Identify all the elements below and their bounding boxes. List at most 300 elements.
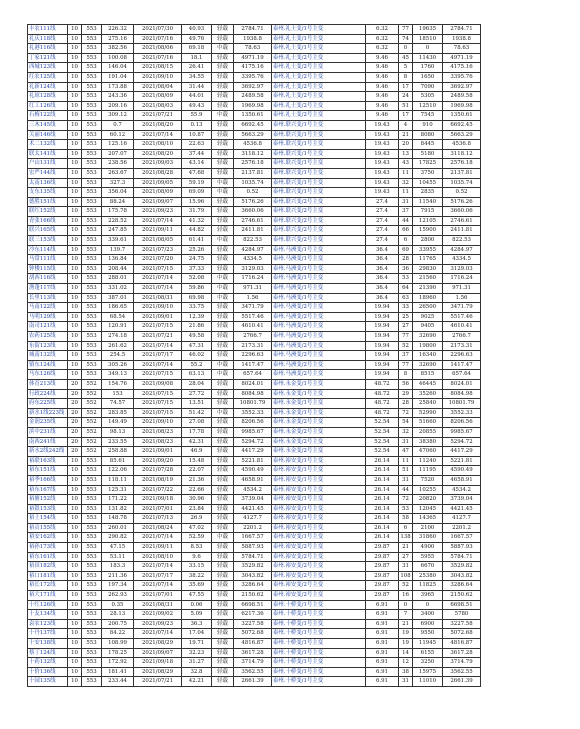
cell-line-name: 马东126线	[28, 370, 68, 380]
cell-value-b: 40.93	[182, 25, 212, 35]
cell-code: 553	[82, 264, 102, 274]
cell-substation: 泰州.联兴变/2号主变	[272, 226, 366, 236]
cell-date: 2021/08/10	[134, 140, 182, 150]
cell-code: 553	[82, 581, 102, 591]
cell-load-type: 中载	[212, 533, 234, 543]
cell-code: 553	[82, 130, 102, 140]
cell-voltage-level: 10	[68, 44, 82, 54]
table-row	[28, 120, 481, 130]
cell-seq: 53	[399, 504, 413, 514]
table-row	[28, 427, 481, 437]
cell-value-a: 175.78	[102, 207, 134, 217]
table-row	[28, 322, 481, 332]
cell-code: 553	[82, 245, 102, 255]
table-body	[28, 25, 481, 687]
cell-value-c: 3660.06	[234, 207, 272, 217]
cell-seq: 74	[399, 34, 413, 44]
cell-voltage-level: 10	[68, 485, 82, 495]
cell-value-a: 247.85	[102, 226, 134, 236]
cell-value-e: 1938.8	[443, 34, 481, 44]
cell-voltage-level: 20	[68, 427, 82, 437]
table-row	[28, 619, 481, 629]
table-row	[28, 543, 481, 553]
cell-value-a: 262.93	[102, 591, 134, 601]
table-row	[28, 255, 481, 265]
cell-voltage-level: 10	[68, 207, 82, 217]
cell-line-name: 十丹137线	[28, 629, 68, 639]
cell-load-type: 轻载	[212, 456, 234, 466]
cell-value-b: 8.53	[182, 543, 212, 553]
cell-value-d: 48.72	[366, 379, 399, 389]
cell-value-d: 48.72	[366, 389, 399, 399]
cell-code: 553	[82, 274, 102, 284]
cell-value-e: 4816.87	[443, 639, 481, 649]
cell-value-b: 31.27	[182, 658, 212, 668]
cell-voltage-level: 10	[68, 456, 82, 466]
cell-value-a: 258.88	[102, 447, 134, 457]
cell-value-c: 5517.46	[234, 312, 272, 322]
cell-load-type: 轻载	[212, 571, 234, 581]
cell-voltage-level: 10	[68, 600, 82, 610]
cell-date: 2021/08/15	[134, 63, 182, 73]
cell-seq: 31	[399, 197, 413, 207]
cell-value-b: 49.58	[182, 332, 212, 342]
cell-line-name: 青张166线	[28, 216, 68, 226]
cell-substation: 泰州.礼士变/2号主变	[272, 53, 366, 63]
cell-line-name: 三木145线	[28, 120, 68, 130]
cell-code-2: 31860	[413, 533, 443, 543]
cell-value-b: 26.41	[182, 63, 212, 73]
cell-value-e: 1716.24	[443, 274, 481, 284]
cell-load-type: 轻载	[212, 514, 234, 524]
cell-seq: 58	[399, 514, 413, 524]
table-row	[28, 341, 481, 351]
cell-value-a: 153	[102, 389, 134, 399]
cell-line-name: 红工126线	[28, 101, 68, 111]
cell-value-e: 822.53	[443, 236, 481, 246]
cell-value-a: 125.16	[102, 140, 134, 150]
cell-seq: 5	[399, 63, 413, 73]
cell-value-d: 9.46	[366, 63, 399, 73]
cell-value-b: 47.68	[182, 168, 212, 178]
cell-code: 553	[82, 44, 102, 54]
cell-value-e: 5176.26	[443, 197, 481, 207]
table-row	[28, 418, 481, 428]
cell-value-b: 24.75	[182, 255, 212, 265]
cell-code-2: 3750	[413, 168, 443, 178]
cell-date: 2021/07/14	[134, 360, 182, 370]
cell-load-type: 轻载	[212, 427, 234, 437]
cell-voltage-level: 10	[68, 264, 82, 274]
cell-seq: 31	[399, 562, 413, 572]
cell-value-a: 207.07	[102, 149, 134, 159]
cell-voltage-level: 20	[68, 418, 82, 428]
cell-value-e: 4971.19	[443, 53, 481, 63]
cell-value-c: 3692.97	[234, 82, 272, 92]
cell-date: 2021/08/10	[134, 552, 182, 562]
cell-value-b: 69.18	[182, 44, 212, 54]
cell-value-d: 19.94	[366, 370, 399, 380]
cell-value-d: 36.4	[366, 245, 399, 255]
cell-seq: 6	[399, 236, 413, 246]
cell-substation: 泰州.永金变/2号主变	[272, 427, 366, 437]
cell-seq: 64	[399, 284, 413, 294]
cell-code: 552	[82, 437, 102, 447]
cell-value-b: 22.07	[182, 466, 212, 476]
cell-value-c: 5221.81	[234, 456, 272, 466]
cell-seq: 54	[399, 418, 413, 428]
cell-voltage-level: 10	[68, 312, 82, 322]
cell-value-a: 226.32	[102, 25, 134, 35]
cell-value-d: 6.32	[366, 44, 399, 54]
table-row	[28, 533, 481, 543]
cell-value-b: 22.63	[182, 140, 212, 150]
cell-code: 553	[82, 236, 102, 246]
cell-value-c: 2489.58	[234, 92, 272, 102]
cell-load-type: 轻载	[212, 475, 234, 485]
cell-value-b: 44.01	[182, 92, 212, 102]
cell-value-e: 5784.71	[443, 552, 481, 562]
cell-value-a: 53.11	[102, 552, 134, 562]
cell-voltage-level: 10	[68, 25, 82, 35]
cell-value-a: 74.57	[102, 399, 134, 409]
cell-voltage-level: 10	[68, 370, 82, 380]
cell-seq: 32	[399, 427, 413, 437]
cell-voltage-level: 10	[68, 245, 82, 255]
cell-value-e: 3562.55	[443, 667, 481, 677]
cell-value-b: 25.26	[182, 245, 212, 255]
cell-value-c: 3043.82	[234, 571, 272, 581]
cell-date: 2021/07/15	[134, 389, 182, 399]
cell-code: 552	[82, 379, 102, 389]
cell-code: 553	[82, 543, 102, 553]
cell-value-d: 19.94	[366, 360, 399, 370]
cell-date: 2021/07/22	[134, 485, 182, 495]
table-row	[28, 552, 481, 562]
cell-code-2: 5180	[413, 149, 443, 159]
cell-value-c: 3286.64	[234, 581, 272, 591]
cell-value-e: 2746.61	[443, 216, 481, 226]
cell-code-2: 9550	[413, 629, 443, 639]
cell-value-d: 19.94	[366, 332, 399, 342]
cell-line-name: 礼新124线	[28, 82, 68, 92]
cell-value-e: 2766.7	[443, 332, 481, 342]
table-row	[28, 44, 481, 54]
cell-value-d: 36.4	[366, 293, 399, 303]
cell-value-d: 26.14	[366, 466, 399, 476]
table-row	[28, 82, 481, 92]
cell-date: 2021/08/09	[134, 92, 182, 102]
cell-code-2: 11540	[413, 197, 443, 207]
cell-value-d: 26.14	[366, 456, 399, 466]
cell-seq: 45	[399, 53, 413, 63]
cell-value-b: 30.96	[182, 495, 212, 505]
cell-seq: 31	[399, 677, 413, 687]
cell-line-name: 裕东161线	[28, 552, 68, 562]
cell-date: 2021/09/10	[134, 303, 182, 313]
cell-code-2: 5955	[413, 552, 443, 562]
cell-substation: 泰州.马洲变/2号主变	[272, 303, 366, 313]
cell-value-e: 4175.16	[443, 63, 481, 73]
cell-value-e: 1417.47	[443, 360, 481, 370]
cell-seq: 66	[399, 226, 413, 236]
cell-value-b: 37.44	[182, 149, 212, 159]
cell-value-d: 19.94	[366, 351, 399, 361]
cell-load-type: 中载	[212, 360, 234, 370]
cell-seq: 29	[399, 389, 413, 399]
cell-line-name: 十药132线	[28, 658, 68, 668]
cell-value-e: 4658.91	[443, 475, 481, 485]
cell-code-2: 11945	[413, 639, 443, 649]
cell-date: 2021/07/14	[134, 130, 182, 140]
cell-value-c: 5176.26	[234, 197, 272, 207]
cell-load-type: 中载	[212, 236, 234, 246]
cell-code-2: 9025	[413, 312, 443, 322]
cell-value-e: 1.56	[443, 293, 481, 303]
cell-value-c: 1.56	[234, 293, 272, 303]
cell-value-a: 200.75	[102, 619, 134, 629]
cell-line-name: 裕塘152线	[28, 495, 68, 505]
cell-line-name: 东街123线	[28, 341, 68, 351]
cell-value-e: 3471.79	[443, 303, 481, 313]
cell-code-2: 4900	[413, 543, 443, 553]
cell-value-a: 254.5	[102, 351, 134, 361]
cell-substation: 泰州.十桥变/1号主变	[272, 667, 366, 677]
cell-seq: 69	[399, 245, 413, 255]
cell-load-type: 中载	[212, 284, 234, 294]
cell-value-a: 68.54	[102, 312, 134, 322]
cell-substation: 泰州.联兴变/2号主变	[272, 197, 366, 207]
cell-line-name: 十园135线	[28, 677, 68, 687]
cell-value-e: 1035.74	[443, 178, 481, 188]
table-row	[28, 571, 481, 581]
cell-load-type: 轻载	[212, 658, 234, 668]
cell-value-e: 3227.58	[443, 619, 481, 629]
cell-value-a: 154.76	[102, 379, 134, 389]
cell-value-d: 27.4	[366, 197, 399, 207]
cell-value-e: 4417.29	[443, 447, 481, 457]
cell-code: 553	[82, 533, 102, 543]
cell-value-c: 3471.79	[234, 303, 272, 313]
cell-seq: 17	[399, 82, 413, 92]
cell-seq: 21	[399, 543, 413, 553]
cell-value-c: 0.52	[234, 188, 272, 198]
cell-value-e: 3714.79	[443, 658, 481, 668]
cell-code-2: 12105	[413, 216, 443, 226]
cell-date: 2021/07/01	[134, 591, 182, 601]
cell-load-type: 轻载	[212, 437, 234, 447]
cell-voltage-level: 10	[68, 34, 82, 44]
cell-seq: 7	[399, 610, 413, 620]
cell-value-b: 55.9	[182, 111, 212, 121]
cell-substation: 泰州.马洲变/2号主变	[272, 341, 366, 351]
cell-seq: 31	[399, 475, 413, 485]
cell-value-c: 4334.5	[234, 255, 272, 265]
cell-value-c: 3714.79	[234, 658, 272, 668]
table-row	[28, 495, 481, 505]
cell-date: 2021/08/05	[134, 236, 182, 246]
cell-value-d: 6.91	[366, 667, 399, 677]
cell-code-2: 15900	[413, 226, 443, 236]
cell-code-2: 3400	[413, 610, 443, 620]
cell-load-type: 轻载	[212, 101, 234, 111]
cell-voltage-level: 10	[68, 591, 82, 601]
cell-code: 553	[82, 485, 102, 495]
cell-value-b: 59.19	[182, 178, 212, 188]
cell-value-b: 31.79	[182, 207, 212, 217]
cell-value-a: 211.36	[102, 571, 134, 581]
cell-code: 553	[82, 322, 102, 332]
cell-voltage-level: 10	[68, 140, 82, 150]
cell-voltage-level: 10	[68, 495, 82, 505]
cell-date: 2021/08/23	[134, 427, 182, 437]
cell-code: 552	[82, 418, 102, 428]
cell-value-d: 29.87	[366, 543, 399, 553]
cell-code: 553	[82, 639, 102, 649]
cell-substation: 泰州.联兴变/1号主变	[272, 140, 366, 150]
cell-load-type: 轻载	[212, 255, 234, 265]
cell-value-c: 4417.29	[234, 447, 272, 457]
cell-voltage-level: 10	[68, 677, 82, 687]
cell-load-type: 轻载	[212, 25, 234, 35]
cell-load-type: 轻载	[212, 639, 234, 649]
table-row	[28, 312, 481, 322]
cell-voltage-level: 10	[68, 533, 82, 543]
cell-line-name: 新水2线242线	[28, 447, 68, 457]
table-row	[28, 399, 481, 409]
cell-value-b: 47.02	[182, 523, 212, 533]
cell-code-2: 32690	[413, 332, 443, 342]
cell-date: 2021/07/21	[134, 332, 182, 342]
cell-voltage-level: 20	[68, 447, 82, 457]
cell-value-c: 1938.8	[234, 34, 272, 44]
cell-voltage-level: 10	[68, 619, 82, 629]
cell-line-name: 西城123线	[28, 63, 68, 73]
cell-value-c: 1417.47	[234, 360, 272, 370]
cell-voltage-level: 10	[68, 168, 82, 178]
cell-line-name: 联兴165线	[28, 226, 68, 236]
cell-substation: 泰州.马洲变/2号主变	[272, 370, 366, 380]
cell-voltage-level: 10	[68, 111, 82, 121]
cell-load-type: 中载	[212, 111, 234, 121]
cell-value-d: 29.87	[366, 562, 399, 572]
cell-line-name: 城南132线	[28, 351, 68, 361]
cell-value-b: 59.86	[182, 284, 212, 294]
cell-value-e: 4536.8	[443, 140, 481, 150]
cell-value-e: 5294.72	[443, 437, 481, 447]
cell-seq: 47	[399, 447, 413, 457]
cell-value-c: 10801.79	[234, 399, 272, 409]
cell-code: 553	[82, 216, 102, 226]
cell-seq: 43	[399, 159, 413, 169]
cell-code-2: 47060	[413, 447, 443, 457]
cell-load-type: 轻载	[212, 351, 234, 361]
cell-value-e: 10801.79	[443, 399, 481, 409]
cell-value-a: 233.55	[102, 437, 134, 447]
table-row	[28, 370, 481, 380]
cell-value-d: 19.43	[366, 188, 399, 198]
cell-date: 2021/07/14	[134, 562, 182, 572]
cell-voltage-level: 10	[68, 475, 82, 485]
cell-substation: 泰州.裕安变/2号主变	[272, 571, 366, 581]
cell-value-e: 2576.18	[443, 159, 481, 169]
cell-line-name: 联太141线	[28, 149, 68, 159]
cell-date: 2021/09/11	[134, 226, 182, 236]
cell-code-2: 7090	[413, 82, 443, 92]
cell-value-c: 971.31	[234, 284, 272, 294]
cell-value-e: 5221.81	[443, 456, 481, 466]
cell-code: 553	[82, 514, 102, 524]
cell-line-name: 联三153线	[28, 236, 68, 246]
cell-substation: 泰州.十桥变/1号主变	[272, 610, 366, 620]
cell-value-d: 9.46	[366, 92, 399, 102]
table-row	[28, 514, 481, 524]
cell-line-name: 十红126线	[28, 600, 68, 610]
cell-value-a: 125.31	[102, 485, 134, 495]
cell-substation: 泰州.联兴变/2号主变	[272, 236, 366, 246]
cell-value-c: 4816.87	[234, 639, 272, 649]
cell-seq: 19	[399, 629, 413, 639]
cell-value-a: 243.36	[102, 92, 134, 102]
cell-code: 553	[82, 255, 102, 265]
cell-date: 2021/07/17	[134, 571, 182, 581]
cell-load-type: 中载	[212, 44, 234, 54]
cell-code: 553	[82, 226, 102, 236]
cell-date: 2021/07/14	[134, 629, 182, 639]
cell-value-d: 9.46	[366, 111, 399, 121]
cell-date: 2021/07/14	[134, 341, 182, 351]
cell-voltage-level: 10	[68, 130, 82, 140]
cell-date: 2021/07/15	[134, 399, 182, 409]
cell-seq: 108	[399, 571, 413, 581]
cell-date: 2021/07/01	[134, 504, 182, 514]
cell-code-2: 12045	[413, 504, 443, 514]
cell-value-a: 290.82	[102, 533, 134, 543]
table-row	[28, 677, 481, 687]
cell-value-b: 63.13	[182, 370, 212, 380]
cell-value-b: 55.2	[182, 360, 212, 370]
cell-load-type: 轻载	[212, 485, 234, 495]
cell-line-name: 宏严144线	[28, 168, 68, 178]
cell-voltage-level: 10	[68, 188, 82, 198]
cell-substation: 泰州.裕安变/1号主变	[272, 523, 366, 533]
cell-line-name: 十友134线	[28, 610, 68, 620]
cell-voltage-level: 10	[68, 639, 82, 649]
table-row	[28, 197, 481, 207]
cell-line-name: 裕孙173线	[28, 543, 68, 553]
cell-value-a: 108.99	[102, 639, 134, 649]
cell-seq: 13	[399, 149, 413, 159]
cell-voltage-level: 10	[68, 629, 82, 639]
cell-value-a: 173.88	[102, 82, 134, 92]
cell-seq: 28	[399, 399, 413, 409]
cell-substation: 泰州.马洲变/1号主变	[272, 293, 366, 303]
cell-substation: 泰州.十桥变/1号主变	[272, 648, 366, 658]
cell-line-name: 德胜151线	[28, 197, 68, 207]
cell-code: 553	[82, 619, 102, 629]
cell-value-c: 8084.98	[234, 389, 272, 399]
table-row	[28, 658, 481, 668]
cell-value-e: 5663.29	[443, 130, 481, 140]
cell-value-a: 47.15	[102, 543, 134, 553]
table-row	[28, 34, 481, 44]
cell-value-a: 209.16	[102, 101, 134, 111]
cell-seq: 51	[399, 101, 413, 111]
cell-substation: 泰州.马洲变/2号主变	[272, 322, 366, 332]
cell-value-a: 387.01	[102, 293, 134, 303]
cell-line-name: 裕长172线	[28, 581, 68, 591]
cell-value-c: 6692.45	[234, 120, 272, 130]
